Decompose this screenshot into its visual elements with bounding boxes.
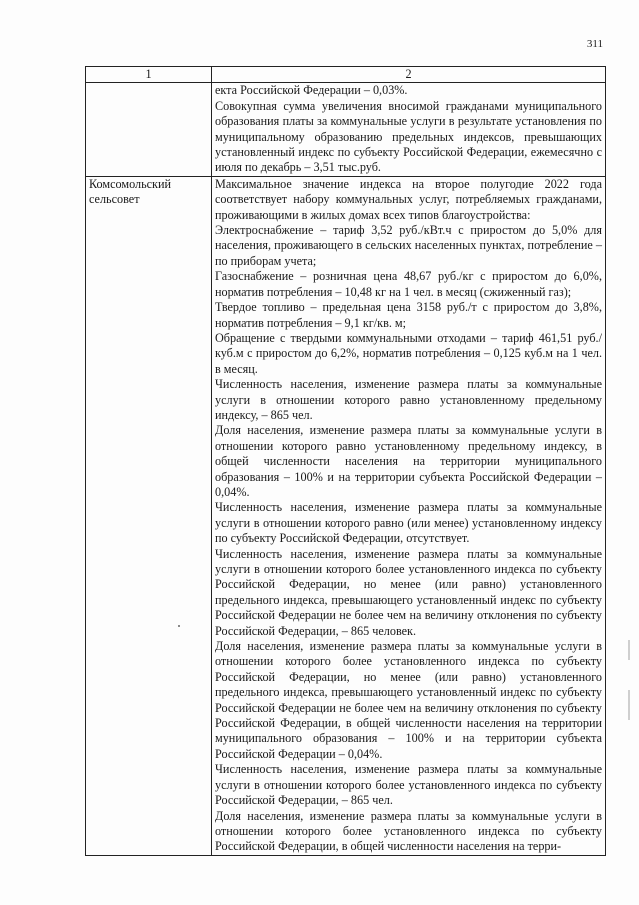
paragraph: Доля населения, изменение размера платы за коммунальные услуги в отношении которого равно установленному предельному индексу, в общей численности населения на территории муниципального образования – 100% и на территории субъекта Российской Федерации – 0,04%. [215, 423, 602, 499]
data-table [85, 66, 606, 856]
column-header-1: 1 [86, 67, 212, 83]
municipality-name-cell [86, 83, 212, 176]
paragraph: Совокупная сумма увеличения вносимой гражданами муниципального образования платы за коммунальные услуги в результате установления по муниципальному образованию предельных индексов, превышающих установленный индекс по субъекту Российской Федерации, ежемесячно с июля по декабрь – 3,51 тыс.руб. [215, 98, 602, 175]
paragraph: екта Российской Федерации – 0,03%. [215, 83, 408, 98]
paragraph: Обращение с твердыми коммунальными отходами – тариф 461,51 руб./куб.м с приростом до 6,2%, норматив потребления – 0,125 куб.м на 1 чел. в месяц. [215, 330, 602, 376]
paragraph: Максимальное значение индекса на второе полугодие 2022 года соответствует набору коммунальных услуг, потребляемых гражданами, проживающими в жилых домах всех типов благоустройства: [215, 176, 602, 222]
paragraph: Численность населения, изменение размера платы за коммунальные услуги в отношении которого равно (или менее) установленному индексу по субъекту Российской Федерации, отсутствует. [215, 500, 602, 546]
paragraph: Доля населения, изменение размера платы за коммунальные услуги в отношении которого более установленного индекса по субъекту Российской Федерации, в общей численности населения на терри- [215, 808, 602, 854]
paragraph: Численность населения, изменение размера платы за коммунальные услуги в отношении которого равно установленному предельному индексу, – 865 чел. [215, 377, 602, 422]
description-cell [212, 83, 606, 176]
table-row [86, 176, 606, 855]
table-row [86, 83, 606, 176]
paragraph: Численность населения, изменение размера платы за коммунальные услуги в отношении которого более установленного индекса по субъекту Российской Федерации, но менее (или равно) установленного предельного индекса, превышающего установленный индекс по субъекту Российской Федерации не более чем на величину отклонения по субъекту Российской Федерации, – 865 человек. [215, 546, 602, 638]
scan-margin-mark [628, 640, 630, 660]
scan-margin-mark [628, 690, 630, 720]
paragraph: Электроснабжение – тариф 3,52 руб./кВт.ч с приростом до 5,0% для населения, проживающего в сельских населенных пунктах, потребление – по приборам учета; [215, 223, 602, 268]
column-header-2: 2 [212, 67, 606, 83]
scan-speck [178, 625, 180, 627]
paragraph: Твердое топливо – предельная цена 3158 руб./т с приростом до 3,8%, норматив потребления – 9,1 кг/кв. м; [215, 300, 602, 330]
municipality-name-cell: Комсомольский сельсовет [86, 176, 212, 855]
page-number: 311 [586, 38, 603, 50]
paragraph: Доля населения, изменение размера платы за коммунальные услуги в отношении которого более установленного индекса по субъекту Российской Федерации, но менее (или равно) установленного предельного индекса, превышающего установленный индекс по субъекту Российской Федерации не более чем на величину отклонения по субъекту Российской Федерации, в общей численности населения на территории муниципального образования – 100% и на территории субъекта Российской Федерации – 0,04%. [215, 639, 602, 761]
paragraph: Численность населения, изменение размера платы за коммунальные услуги в отношении которого более установленного индекса по субъекту Российской Федерации, – 865 чел. [215, 762, 602, 808]
description-cell [212, 176, 606, 855]
paragraph: Газоснабжение – розничная цена 48,67 руб./кг с приростом до 6,0%, норматив потребления – 10,48 кг на 1 чел. в месяц (сжиженный газ); [215, 269, 602, 299]
table-header-row [86, 67, 606, 83]
